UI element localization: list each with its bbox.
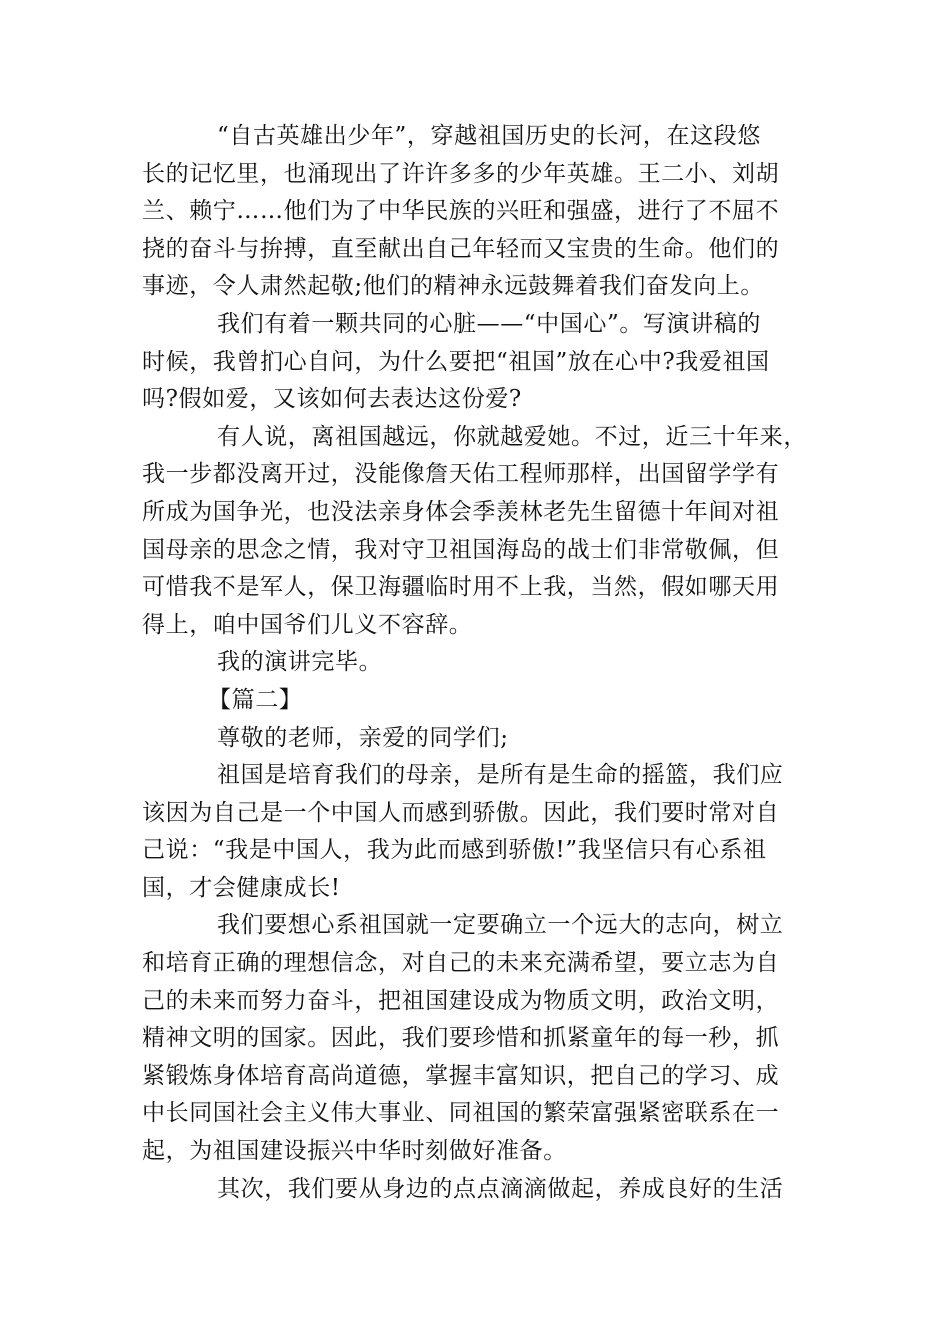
text-line: 我们要想心系祖国就一定要确立一个远大的志向，树立 [217, 912, 784, 939]
text-line: “自古英雄出少年”，穿越祖国历史的长河，在这段悠 [217, 123, 761, 149]
text-line: 我们有着一颗共同的心脏——“中国心”。写演讲稿的 [217, 310, 761, 337]
paragraph [142, 644, 807, 682]
paragraph [142, 118, 807, 306]
text-line: 时候，我曾扪心自问，为什么要把“祖国”放在心中?我爱祖国 [142, 348, 770, 375]
text-line: 有人说，离祖国越远，你就越爱她。不过，近三十年来， [217, 423, 807, 450]
section-heading-text: 【篇二】 [208, 686, 303, 713]
text-line: 紧锻炼身体培育高尚道德，掌握丰富知识，把自己的学习、成 [142, 1062, 780, 1089]
text-line: 己说：“我是中国人，我为此而感到骄傲!”我坚信只有心系祖 [142, 837, 767, 864]
text-line: 尊敬的老师，亲爱的同学们; [217, 724, 509, 751]
text-line: 其次，我们要从身边的点点滴滴做起，养成良好的生活 [217, 1175, 784, 1202]
text-line: 精神文明的国家。因此，我们要珍惜和抓紧童年的每一秒，抓 [142, 1025, 780, 1052]
text-line: 己的未来而努力奋斗，把祖国建设成为物质文明，政治文明， [142, 987, 780, 1014]
paragraph [142, 757, 807, 907]
text-line: 和培育正确的理想信念，对自己的未来充满希望，要立志为自 [142, 950, 780, 977]
text-line: 事迹，令人肃然起敬;他们的精神永远鼓舞着我们奋发向上。 [142, 273, 764, 300]
text-line: 长的记忆里，也涌现出了许许多多的少年英雄。王二小、刘胡 [142, 160, 780, 187]
document-page [142, 118, 807, 1208]
text-line: 挠的奋斗与拚搏，直至献出自己年轻而又宝贵的生命。他们的 [142, 235, 780, 262]
text-line: 我一步都没离开过，没能像詹天佑工程师那样，出国留学学有 [142, 461, 780, 488]
salutation [142, 720, 807, 758]
text-line: 吗?假如爱，又该如何去表达这份爱? [142, 386, 522, 413]
text-line: 国，才会健康成长! [142, 874, 341, 901]
paragraph [142, 907, 807, 1170]
section-heading [142, 682, 807, 720]
text-line: 得上，咱中国爷们儿义不容辞。 [142, 611, 473, 638]
text-line: 祖国是培育我们的母亲，是所有是生命的摇篮，我们应 [217, 762, 784, 789]
paragraph [142, 1171, 807, 1209]
text-line: 起，为祖国建设振兴中华时刻做好准备。 [142, 1138, 567, 1165]
text-line: 兰、赖宁……他们为了中华民族的兴旺和强盛，进行了不屈不 [142, 198, 780, 225]
text-line: 该因为自己是一个中国人而感到骄傲。因此，我们要时常对自 [142, 799, 780, 826]
paragraph [142, 306, 807, 419]
text-line: 我的演讲完毕。 [217, 649, 383, 676]
text-line: 中长同国社会主义伟大事业、同祖国的繁荣富强紧密联系在一 [142, 1100, 780, 1127]
paragraph [142, 419, 807, 645]
text-line: 所成为国争光，也没法亲身体会季羡林老先生留德十年间对祖 [142, 498, 780, 525]
text-line: 国母亲的思念之情，我对守卫祖国海岛的战士们非常敬佩，但 [142, 536, 780, 563]
text-line: 可惜我不是军人，保卫海疆临时用不上我，当然，假如哪天用 [142, 574, 780, 601]
